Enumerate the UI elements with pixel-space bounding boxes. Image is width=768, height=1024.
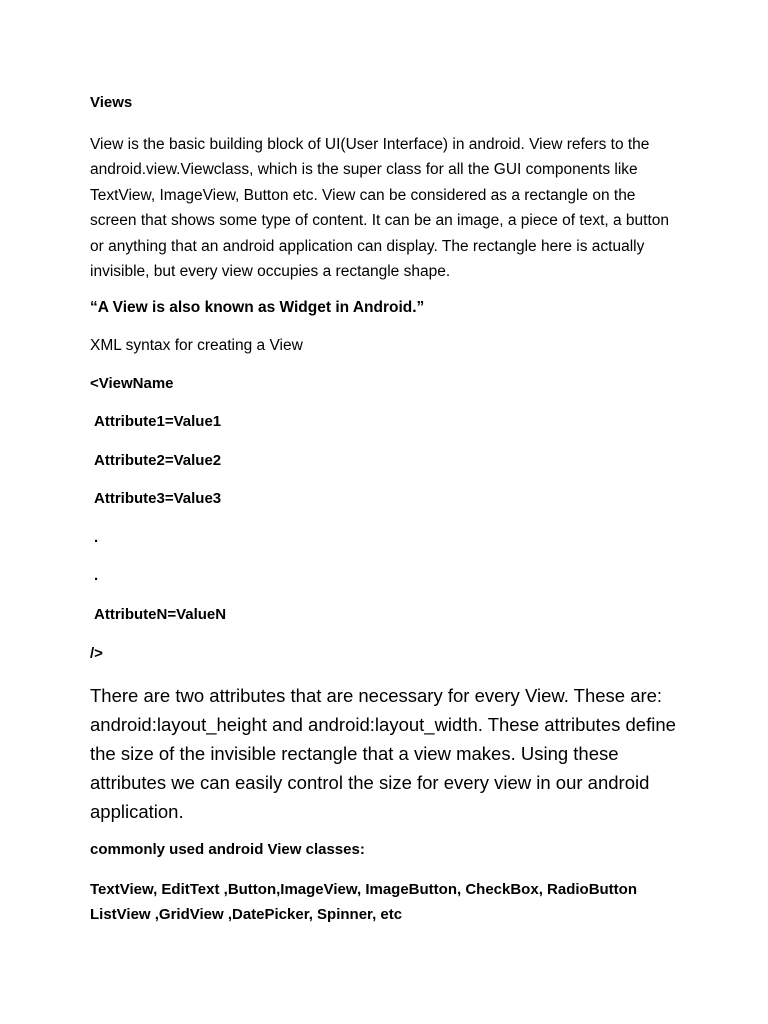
code-line: Attribute3=Value3: [94, 490, 222, 507]
section-heading: Views: [90, 94, 133, 111]
code-line: <ViewName: [90, 375, 174, 392]
code-line: .: [94, 567, 99, 584]
intro-paragraph: View is the basic building block of UI(User Interface) in android. View refers to the android.view.Viewclass, which is the super class for all the GUI components like TextView, ImageView, Button etc. View can be considered as a rectangle on the screen that shows some type of content. It can be an image, a piece of text, a button or anything that an android application can display. The rectangle here is actually invisible, but every view occupies a rectangle shape.: [90, 136, 670, 281]
widget-quote: “A View is also known as Widget in Android.”: [90, 299, 425, 316]
classes-list: TextView, EditText ,Button,ImageView, ImageButton, CheckBox, RadioButton ListView ,GridView ,DatePicker, Spinner, etc: [90, 881, 638, 923]
code-line: AttributeN=ValueN: [94, 606, 227, 623]
code-line: Attribute1=Value1: [94, 413, 222, 430]
code-line: />: [90, 645, 103, 662]
classes-subheading: commonly used android View classes:: [90, 841, 365, 858]
code-line: Attribute2=Value2: [94, 452, 222, 469]
attributes-paragraph: There are two attributes that are necessary for every View. These are: android:layout_height and android:layout_width. These attributes define the size of the invisible rectangle that a view makes. Using these attributes we can easily control the size for every view in our android application.: [90, 685, 676, 822]
code-line: .: [94, 529, 99, 546]
xml-syntax-intro: XML syntax for creating a View: [90, 337, 303, 354]
